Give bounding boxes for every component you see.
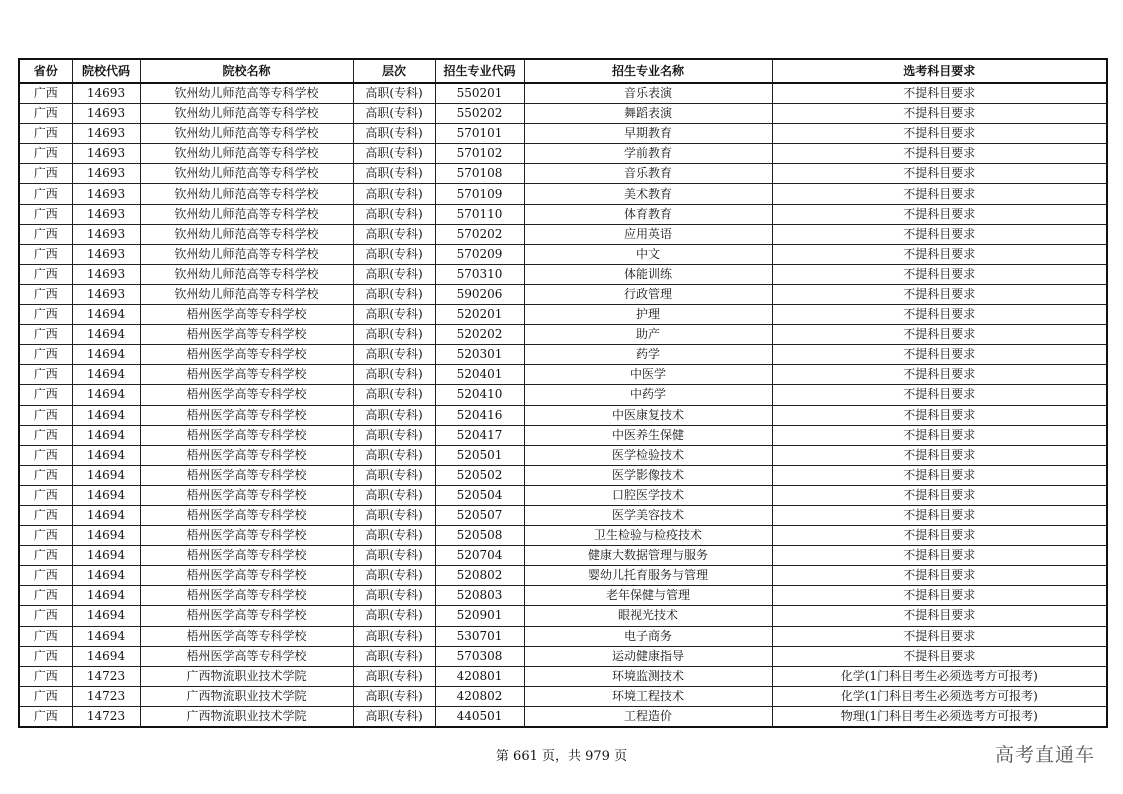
cell-major-code: 570209 (435, 244, 524, 264)
cell-school-name: 梧州医学高等专科学校 (140, 526, 353, 546)
cell-school-name: 钦州幼儿师范高等专科学校 (140, 104, 353, 124)
cell-school-code: 14694 (72, 485, 140, 505)
cell-level: 高职(专科) (353, 706, 435, 727)
cell-level: 高职(专科) (353, 465, 435, 485)
table-row (19, 425, 1107, 445)
cell-province: 广西 (19, 706, 72, 727)
cell-school-name: 梧州医学高等专科学校 (140, 405, 353, 425)
cell-major-name: 老年保健与管理 (524, 586, 772, 606)
cell-school-code: 14694 (72, 626, 140, 646)
cell-major-name: 舞蹈表演 (524, 104, 772, 124)
cell-school-name: 梧州医学高等专科学校 (140, 385, 353, 405)
table-body (19, 83, 1107, 727)
cell-level: 高职(专科) (353, 666, 435, 686)
cell-school-code: 14693 (72, 224, 140, 244)
table-row (19, 706, 1107, 727)
cell-level: 高职(专科) (353, 345, 435, 365)
cell-school-code: 14694 (72, 425, 140, 445)
cell-level: 高职(专科) (353, 83, 435, 104)
cell-subject-requirement: 不提科目要求 (772, 505, 1107, 525)
cell-school-name: 钦州幼儿师范高等专科学校 (140, 83, 353, 104)
cell-major-name: 中药学 (524, 385, 772, 405)
cell-subject-requirement: 物理(1门科目考生必须选考方可报考) (772, 706, 1107, 727)
cell-major-name: 中文 (524, 244, 772, 264)
table-row (19, 606, 1107, 626)
cell-province: 广西 (19, 425, 72, 445)
cell-school-name: 钦州幼儿师范高等专科学校 (140, 144, 353, 164)
cell-subject-requirement: 化学(1门科目考生必须选考方可报考) (772, 686, 1107, 706)
cell-school-code: 14693 (72, 204, 140, 224)
cell-subject-requirement: 不提科目要求 (772, 284, 1107, 304)
cell-major-code: 590206 (435, 284, 524, 304)
cell-school-name: 广西物流职业技术学院 (140, 706, 353, 727)
cell-level: 高职(专科) (353, 224, 435, 244)
cell-school-code: 14694 (72, 405, 140, 425)
cell-subject-requirement: 不提科目要求 (772, 566, 1107, 586)
header-province: 省份 (19, 59, 72, 83)
cell-major-code: 420801 (435, 666, 524, 686)
cell-level: 高职(专科) (353, 244, 435, 264)
header-level: 层次 (353, 59, 435, 83)
cell-major-code: 520803 (435, 586, 524, 606)
header-major-code: 招生专业代码 (435, 59, 524, 83)
cell-major-name: 学前教育 (524, 144, 772, 164)
table-row (19, 325, 1107, 345)
cell-school-name: 梧州医学高等专科学校 (140, 305, 353, 325)
cell-province: 广西 (19, 586, 72, 606)
cell-level: 高职(专科) (353, 305, 435, 325)
cell-subject-requirement: 不提科目要求 (772, 405, 1107, 425)
cell-major-code: 570101 (435, 124, 524, 144)
table-row (19, 626, 1107, 646)
cell-school-name: 梧州医学高等专科学校 (140, 586, 353, 606)
cell-major-code: 570108 (435, 164, 524, 184)
cell-major-name: 医学美容技术 (524, 505, 772, 525)
table-row (19, 365, 1107, 385)
cell-level: 高职(专科) (353, 606, 435, 626)
cell-major-name: 婴幼儿托育服务与管理 (524, 566, 772, 586)
cell-school-code: 14694 (72, 606, 140, 626)
cell-school-name: 钦州幼儿师范高等专科学校 (140, 244, 353, 264)
table-row (19, 526, 1107, 546)
cell-subject-requirement: 不提科目要求 (772, 264, 1107, 284)
cell-major-code: 520504 (435, 485, 524, 505)
cell-school-name: 梧州医学高等专科学校 (140, 626, 353, 646)
cell-subject-requirement: 不提科目要求 (772, 305, 1107, 325)
cell-province: 广西 (19, 204, 72, 224)
cell-school-name: 梧州医学高等专科学校 (140, 485, 353, 505)
cell-school-code: 14694 (72, 546, 140, 566)
cell-major-name: 应用英语 (524, 224, 772, 244)
cell-major-code: 520502 (435, 465, 524, 485)
cell-major-code: 420802 (435, 686, 524, 706)
table-row (19, 284, 1107, 304)
cell-subject-requirement: 不提科目要求 (772, 526, 1107, 546)
cell-major-code: 520417 (435, 425, 524, 445)
cell-school-name: 钦州幼儿师范高等专科学校 (140, 184, 353, 204)
cell-level: 高职(专科) (353, 505, 435, 525)
cell-school-name: 梧州医学高等专科学校 (140, 425, 353, 445)
cell-major-name: 体能训练 (524, 264, 772, 284)
cell-subject-requirement: 不提科目要求 (772, 124, 1107, 144)
cell-province: 广西 (19, 224, 72, 244)
cell-school-code: 14694 (72, 586, 140, 606)
cell-school-name: 梧州医学高等专科学校 (140, 566, 353, 586)
cell-school-code: 14693 (72, 124, 140, 144)
cell-school-name: 钦州幼儿师范高等专科学校 (140, 284, 353, 304)
cell-school-code: 14694 (72, 646, 140, 666)
cell-province: 广西 (19, 626, 72, 646)
cell-major-code: 520401 (435, 365, 524, 385)
cell-school-name: 梧州医学高等专科学校 (140, 445, 353, 465)
cell-subject-requirement: 不提科目要求 (772, 646, 1107, 666)
cell-subject-requirement: 不提科目要求 (772, 345, 1107, 365)
cell-major-code: 520301 (435, 345, 524, 365)
cell-school-code: 14694 (72, 365, 140, 385)
cell-province: 广西 (19, 325, 72, 345)
table-row (19, 164, 1107, 184)
table-row (19, 586, 1107, 606)
cell-major-name: 助产 (524, 325, 772, 345)
cell-major-name: 早期教育 (524, 124, 772, 144)
cell-province: 广西 (19, 164, 72, 184)
cell-level: 高职(专科) (353, 445, 435, 465)
cell-province: 广西 (19, 184, 72, 204)
cell-subject-requirement: 不提科目要求 (772, 586, 1107, 606)
cell-school-name: 梧州医学高等专科学校 (140, 505, 353, 525)
table-row (19, 244, 1107, 264)
cell-school-code: 14693 (72, 244, 140, 264)
cell-subject-requirement: 化学(1门科目考生必须选考方可报考) (772, 666, 1107, 686)
cell-school-name: 梧州医学高等专科学校 (140, 465, 353, 485)
table-row (19, 83, 1107, 104)
cell-major-name: 中医康复技术 (524, 405, 772, 425)
cell-level: 高职(专科) (353, 566, 435, 586)
cell-subject-requirement: 不提科目要求 (772, 425, 1107, 445)
cell-major-code: 520507 (435, 505, 524, 525)
cell-major-name: 音乐表演 (524, 83, 772, 104)
cell-school-code: 14693 (72, 83, 140, 104)
cell-level: 高职(专科) (353, 365, 435, 385)
cell-level: 高职(专科) (353, 425, 435, 445)
cell-major-name: 环境监测技术 (524, 666, 772, 686)
cell-school-code: 14694 (72, 325, 140, 345)
cell-major-code: 570202 (435, 224, 524, 244)
cell-subject-requirement: 不提科目要求 (772, 244, 1107, 264)
cell-school-code: 14693 (72, 264, 140, 284)
table-row (19, 546, 1107, 566)
cell-level: 高职(专科) (353, 485, 435, 505)
cell-major-code: 570102 (435, 144, 524, 164)
cell-major-code: 570310 (435, 264, 524, 284)
cell-school-code: 14693 (72, 184, 140, 204)
cell-subject-requirement: 不提科目要求 (772, 224, 1107, 244)
table-row (19, 686, 1107, 706)
table-row (19, 224, 1107, 244)
admission-table (18, 58, 1108, 728)
cell-province: 广西 (19, 546, 72, 566)
cell-school-name: 梧州医学高等专科学校 (140, 325, 353, 345)
cell-subject-requirement: 不提科目要求 (772, 325, 1107, 345)
cell-school-code: 14694 (72, 505, 140, 525)
cell-major-name: 眼视光技术 (524, 606, 772, 626)
cell-province: 广西 (19, 566, 72, 586)
cell-major-code: 520704 (435, 546, 524, 566)
cell-major-code: 570308 (435, 646, 524, 666)
cell-school-code: 14693 (72, 284, 140, 304)
cell-province: 广西 (19, 465, 72, 485)
table-row (19, 184, 1107, 204)
cell-school-code: 14693 (72, 144, 140, 164)
cell-subject-requirement: 不提科目要求 (772, 606, 1107, 626)
cell-major-code: 520802 (435, 566, 524, 586)
cell-level: 高职(专科) (353, 405, 435, 425)
cell-province: 广西 (19, 124, 72, 144)
cell-major-name: 护理 (524, 305, 772, 325)
cell-level: 高职(专科) (353, 204, 435, 224)
cell-province: 广西 (19, 526, 72, 546)
cell-major-name: 体育教育 (524, 204, 772, 224)
cell-major-name: 工程造价 (524, 706, 772, 727)
cell-subject-requirement: 不提科目要求 (772, 204, 1107, 224)
cell-major-code: 520201 (435, 305, 524, 325)
cell-level: 高职(专科) (353, 646, 435, 666)
cell-level: 高职(专科) (353, 184, 435, 204)
header-school-name: 院校名称 (140, 59, 353, 83)
cell-major-code: 520508 (435, 526, 524, 546)
cell-school-name: 钦州幼儿师范高等专科学校 (140, 124, 353, 144)
cell-major-name: 电子商务 (524, 626, 772, 646)
cell-major-name: 医学影像技术 (524, 465, 772, 485)
table-row (19, 345, 1107, 365)
cell-school-code: 14723 (72, 706, 140, 727)
cell-major-name: 美术教育 (524, 184, 772, 204)
cell-major-code: 440501 (435, 706, 524, 727)
cell-school-name: 钦州幼儿师范高等专科学校 (140, 204, 353, 224)
cell-level: 高职(专科) (353, 264, 435, 284)
cell-major-code: 520410 (435, 385, 524, 405)
table-row (19, 124, 1107, 144)
cell-subject-requirement: 不提科目要求 (772, 184, 1107, 204)
cell-school-code: 14694 (72, 385, 140, 405)
cell-school-code: 14693 (72, 104, 140, 124)
cell-school-code: 14723 (72, 666, 140, 686)
table-row (19, 405, 1107, 425)
cell-school-name: 钦州幼儿师范高等专科学校 (140, 164, 353, 184)
cell-school-name: 广西物流职业技术学院 (140, 686, 353, 706)
cell-school-code: 14693 (72, 164, 140, 184)
cell-province: 广西 (19, 144, 72, 164)
cell-major-name: 音乐教育 (524, 164, 772, 184)
cell-province: 广西 (19, 485, 72, 505)
cell-province: 广西 (19, 606, 72, 626)
cell-province: 广西 (19, 445, 72, 465)
cell-province: 广西 (19, 244, 72, 264)
cell-school-name: 梧州医学高等专科学校 (140, 606, 353, 626)
cell-province: 广西 (19, 646, 72, 666)
cell-province: 广西 (19, 345, 72, 365)
cell-school-code: 14694 (72, 526, 140, 546)
cell-major-code: 530701 (435, 626, 524, 646)
cell-school-code: 14723 (72, 686, 140, 706)
cell-subject-requirement: 不提科目要求 (772, 626, 1107, 646)
cell-major-code: 570110 (435, 204, 524, 224)
table-row (19, 144, 1107, 164)
cell-level: 高职(专科) (353, 626, 435, 646)
cell-subject-requirement: 不提科目要求 (772, 465, 1107, 485)
cell-subject-requirement: 不提科目要求 (772, 144, 1107, 164)
cell-school-code: 14694 (72, 345, 140, 365)
cell-school-name: 钦州幼儿师范高等专科学校 (140, 224, 353, 244)
table-row (19, 505, 1107, 525)
table-row (19, 385, 1107, 405)
cell-major-code: 520501 (435, 445, 524, 465)
cell-subject-requirement: 不提科目要求 (772, 365, 1107, 385)
cell-school-code: 14694 (72, 445, 140, 465)
cell-major-code: 520416 (435, 405, 524, 425)
cell-major-name: 运动健康指导 (524, 646, 772, 666)
cell-major-code: 520202 (435, 325, 524, 345)
cell-province: 广西 (19, 83, 72, 104)
cell-subject-requirement: 不提科目要求 (772, 104, 1107, 124)
cell-major-code: 520901 (435, 606, 524, 626)
cell-level: 高职(专科) (353, 526, 435, 546)
cell-province: 广西 (19, 405, 72, 425)
table-header-row (19, 59, 1107, 83)
cell-province: 广西 (19, 305, 72, 325)
cell-province: 广西 (19, 365, 72, 385)
cell-major-name: 中医养生保健 (524, 425, 772, 445)
cell-subject-requirement: 不提科目要求 (772, 164, 1107, 184)
cell-subject-requirement: 不提科目要求 (772, 385, 1107, 405)
cell-school-name: 广西物流职业技术学院 (140, 666, 353, 686)
cell-province: 广西 (19, 385, 72, 405)
cell-province: 广西 (19, 284, 72, 304)
cell-level: 高职(专科) (353, 686, 435, 706)
cell-school-code: 14694 (72, 566, 140, 586)
cell-school-name: 梧州医学高等专科学校 (140, 546, 353, 566)
cell-province: 广西 (19, 686, 72, 706)
cell-major-name: 卫生检验与检疫技术 (524, 526, 772, 546)
cell-level: 高职(专科) (353, 284, 435, 304)
table-row (19, 204, 1107, 224)
cell-subject-requirement: 不提科目要求 (772, 485, 1107, 505)
watermark-text: 高考直通车 (994, 744, 1095, 766)
cell-school-code: 14694 (72, 305, 140, 325)
cell-major-name: 环境工程技术 (524, 686, 772, 706)
table-row (19, 566, 1107, 586)
table-row (19, 445, 1107, 465)
header-school-code: 院校代码 (72, 59, 140, 83)
cell-level: 高职(专科) (353, 385, 435, 405)
cell-school-name: 钦州幼儿师范高等专科学校 (140, 264, 353, 284)
cell-level: 高职(专科) (353, 546, 435, 566)
cell-level: 高职(专科) (353, 144, 435, 164)
page-number: 第 661 页，共 979 页 (495, 749, 628, 764)
cell-subject-requirement: 不提科目要求 (772, 445, 1107, 465)
table-row (19, 305, 1107, 325)
cell-major-name: 药学 (524, 345, 772, 365)
table-row (19, 264, 1107, 284)
cell-subject-requirement: 不提科目要求 (772, 83, 1107, 104)
cell-school-name: 梧州医学高等专科学校 (140, 365, 353, 385)
table-row (19, 646, 1107, 666)
cell-major-name: 健康大数据管理与服务 (524, 546, 772, 566)
cell-level: 高职(专科) (353, 586, 435, 606)
cell-province: 广西 (19, 104, 72, 124)
table-row (19, 465, 1107, 485)
cell-major-name: 医学检验技术 (524, 445, 772, 465)
cell-province: 广西 (19, 505, 72, 525)
cell-subject-requirement: 不提科目要求 (772, 546, 1107, 566)
header-major-name: 招生专业名称 (524, 59, 772, 83)
table-row (19, 666, 1107, 686)
cell-province: 广西 (19, 666, 72, 686)
cell-major-name: 行政管理 (524, 284, 772, 304)
table-row (19, 485, 1107, 505)
header-subject-requirement: 选考科目要求 (772, 59, 1107, 83)
cell-major-code: 570109 (435, 184, 524, 204)
cell-school-code: 14694 (72, 465, 140, 485)
cell-level: 高职(专科) (353, 164, 435, 184)
cell-major-name: 中医学 (524, 365, 772, 385)
cell-province: 广西 (19, 264, 72, 284)
cell-major-code: 550201 (435, 83, 524, 104)
cell-major-code: 550202 (435, 104, 524, 124)
cell-major-name: 口腔医学技术 (524, 485, 772, 505)
cell-level: 高职(专科) (353, 104, 435, 124)
table-row (19, 104, 1107, 124)
cell-school-name: 梧州医学高等专科学校 (140, 646, 353, 666)
cell-school-name: 梧州医学高等专科学校 (140, 345, 353, 365)
cell-level: 高职(专科) (353, 325, 435, 345)
cell-level: 高职(专科) (353, 124, 435, 144)
